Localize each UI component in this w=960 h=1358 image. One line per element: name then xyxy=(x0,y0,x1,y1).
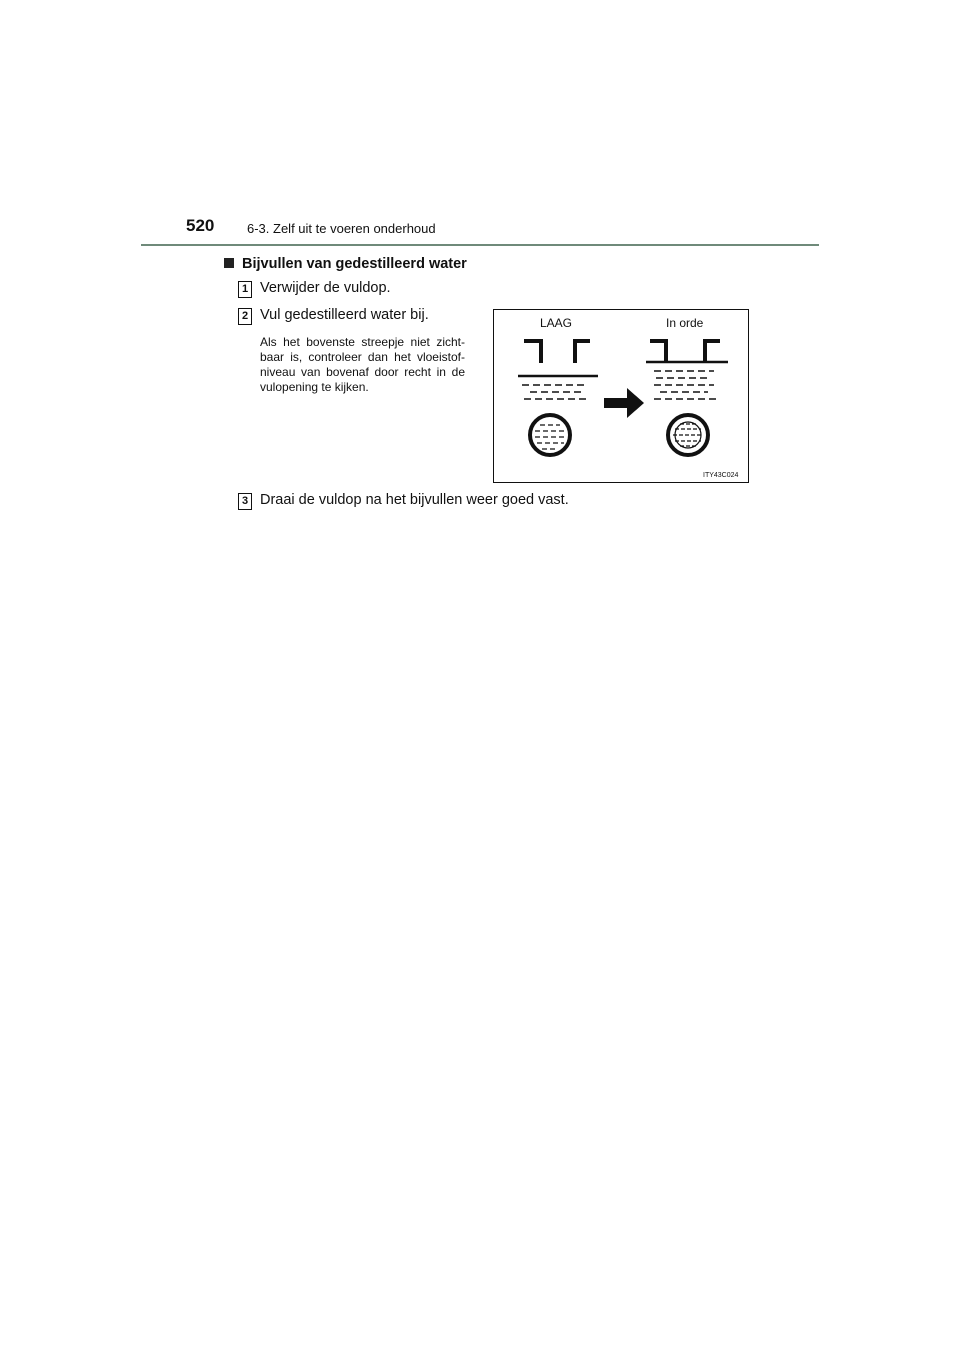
step-number-box: 1 xyxy=(238,281,252,298)
fluid-level-figure xyxy=(493,309,749,483)
heading-text: Bijvullen van gedestilleerd water xyxy=(242,256,467,272)
filler-neck-right-icon xyxy=(575,341,590,363)
heading xyxy=(224,256,467,272)
filler-neck-right-icon xyxy=(705,341,720,363)
filler-neck-left-icon xyxy=(524,341,541,363)
section-title: 6-3. Zelf uit te voeren onderhoud xyxy=(247,221,436,236)
step-number-box: 3 xyxy=(238,493,252,510)
header-rule xyxy=(141,244,819,246)
label-low: LAAG xyxy=(540,316,573,330)
filler-neck-left-icon xyxy=(650,341,666,363)
step-number-box: 2 xyxy=(238,308,252,325)
note-text: Als het bovenste streepje niet zicht-baar is, controleer dan het vloeistof-niveau van bovenaf door recht in de vulopening te kijken. xyxy=(260,335,465,394)
label-ok: In orde xyxy=(666,316,704,330)
step-text: Vul gedestilleerd water bij. xyxy=(260,307,429,323)
page-number: 520 xyxy=(186,216,215,235)
figure-code: ITY43C024 xyxy=(703,472,739,479)
step-text: Draai de vuldop na het bijvullen weer goed vast. xyxy=(260,492,569,508)
fluid-level-illustration xyxy=(494,310,750,484)
step-text: Verwijder de vuldop. xyxy=(260,280,391,296)
square-bullet-icon xyxy=(224,258,234,268)
right-arrow-icon xyxy=(604,388,644,418)
